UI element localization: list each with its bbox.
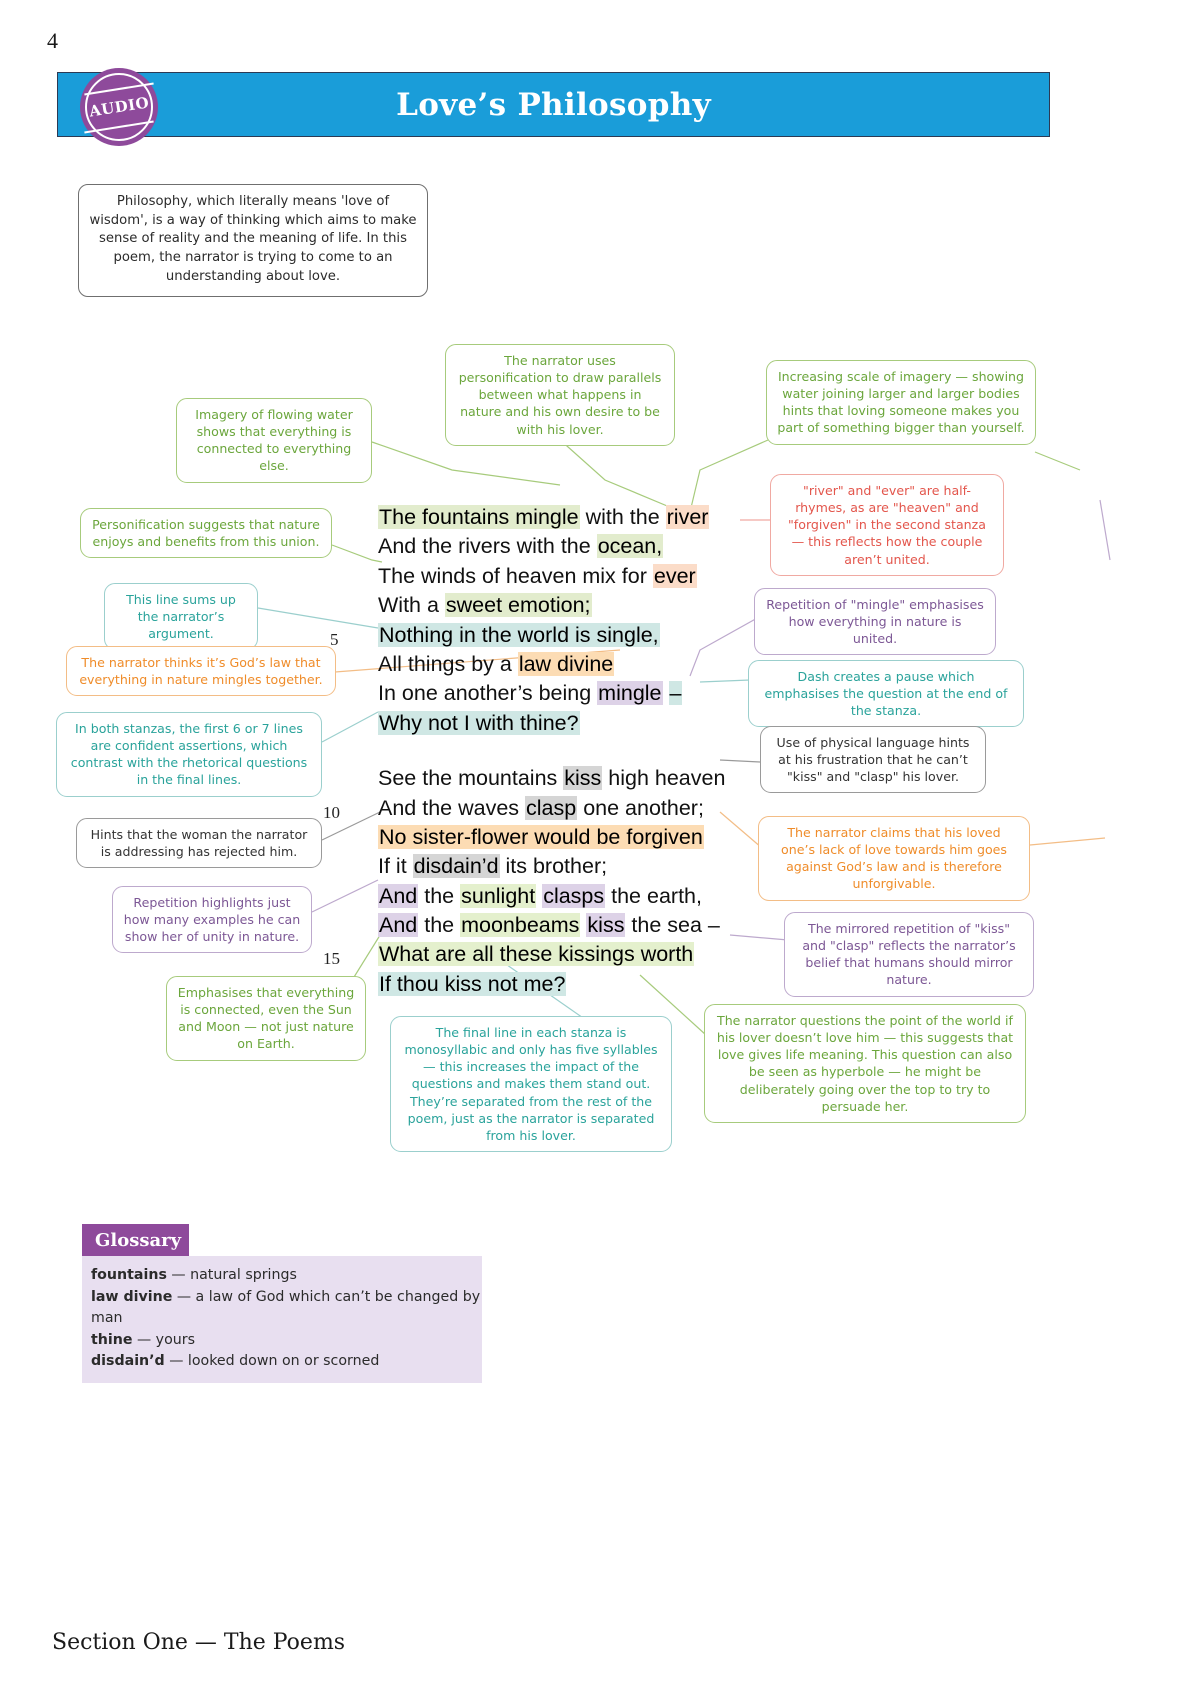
poem-line: Why not I with thine? [379,710,579,735]
glossary-definition: — a law of God which can’t be changed by man [91,1288,481,1327]
note-mirrored-repetition: The mirrored repetition of "kiss" and "clasp" reflects the narrator’s belief that humans should mirror nature. [784,912,1034,997]
note-point-of-world: The narrator questions the point of the world if his lover doesn’t love him — this suggests that love gives life meaning. This question can also be seen as hyperbole — he might be deliberately going over the top to try to persuade her. [704,1004,1026,1123]
note-confident-assertions: In both stanzas, the first 6 or 7 lines are confident assertions, which contrast with the rhetorical questions in the final lines. [56,712,322,797]
poem-line: With a sweet emotion; [378,593,591,618]
note-physical-language: Use of physical language hints at his frustration that he can’t "kiss" and "clasp" his lover. [760,726,986,793]
poem-line-number: 10 [323,802,340,822]
poem-line-number: 5 [330,629,339,649]
intro-box: Philosophy, which literally means 'love of wisdom', is a way of thinking which aims to make sense of reality and the meaning of life. In this poem, the narrator is trying to come to an understanding about love. [78,184,428,297]
audio-badge-label: AUDIO [87,93,151,121]
poem-line: The fountains mingle with the river [379,505,709,529]
poem-line: If it disdain’d its brother; [378,854,608,879]
glossary-definition: — natural springs [171,1267,297,1283]
glossary-entry [91,1287,482,1330]
footer-section-label: Section One — The Poems [52,1630,346,1655]
poem-line: In one another’s being mingle – [378,681,682,706]
poem-line: 5 Nothing in the world is single, [378,621,728,650]
poem-line-number: 15 [323,949,340,969]
glossary-heading-label: Glossary [95,1229,182,1251]
poem-line: 15 What are all these kissings worth [378,940,728,969]
poem-line: The winds of heaven mix for ever [378,563,696,588]
glossary-entry [91,1265,482,1287]
glossary-definition: — looked down on or scorned [169,1353,380,1370]
glossary-entry [91,1330,482,1352]
poem-title-bar [57,72,1050,137]
poem-line: If thou kiss not me? [379,971,566,996]
poem-text [323,503,728,999]
note-increasing-scale: Increasing scale of imagery — showing water joining larger and larger bodies hints that loving someone makes you part of something bigger than yourself. [766,360,1036,445]
note-final-line-monosyllabic: The final line in each stanza is monosyllabic and only has five syllables — this increases the impact of the questions and makes them stand out. They’re separated from the rest of the poem, just as the narrator is separated from his lover. [390,1016,672,1152]
page-title: Love’s Philosophy [396,86,711,123]
poem-line: All things by a law divine [378,651,614,676]
poem-line: No sister-flower would be forgiven [379,824,703,849]
poem-line: See the mountains kiss high heaven [378,766,726,791]
glossary-body [82,1256,482,1383]
poem-line: And the rivers with the ocean, [378,534,663,559]
glossary-term: fountains [91,1267,167,1283]
note-repetition-mingle: Repetition of "mingle" emphasises how everything in nature is united. [754,588,996,655]
note-personification-parallels: The narrator uses personification to draw parallels between what happens in nature and his own desire to be with his lover. [445,344,675,446]
poem-line: 10 And the waves clasp one another; [378,794,728,823]
note-rejected-him: Hints that the woman the narrator is addressing has rejected him. [76,818,322,868]
stanza-gap [378,738,728,764]
glossary-definition: — yours [136,1331,195,1348]
note-personification-nature: Personification suggests that nature enjoys and benefits from this union. [80,508,332,558]
note-half-rhymes: "river" and "ever" are half-rhymes, as are "heaven" and "forgiven" in the second stanza — this reflects how the couple aren’t united. [770,474,1004,576]
poem-line: And the moonbeams kiss the sea – [379,913,720,938]
glossary-term: law divine [91,1288,173,1305]
glossary-entry [91,1351,482,1373]
note-gods-law: The narrator thinks it’s God’s law that everything in nature mingles together. [66,646,336,696]
note-sun-and-moon: Emphasises that everything is connected, even the Sun and Moon — not just nature on Earth. [166,976,366,1061]
poem-line: And the sunlight clasps the earth, [379,883,702,908]
note-sums-up: This line sums up the narrator’s argument. [104,583,258,650]
audio-icon[interactable] [80,68,158,146]
glossary-term: disdain’d [91,1353,165,1370]
note-unforgivable: The narrator claims that his loved one’s lack of love towards him goes against God’s law and is therefore unforgivable. [758,816,1030,901]
page-number: 4 [47,28,58,53]
glossary-heading [82,1224,189,1256]
note-flowing-water: Imagery of flowing water shows that everything is connected to everything else. [176,398,372,483]
note-dash-pause: Dash creates a pause which emphasises the question at the end of the stanza. [748,660,1024,727]
note-repetition-examples: Repetition highlights just how many examples he can show her of unity in nature. [112,886,312,953]
glossary-term: thine [91,1331,133,1348]
